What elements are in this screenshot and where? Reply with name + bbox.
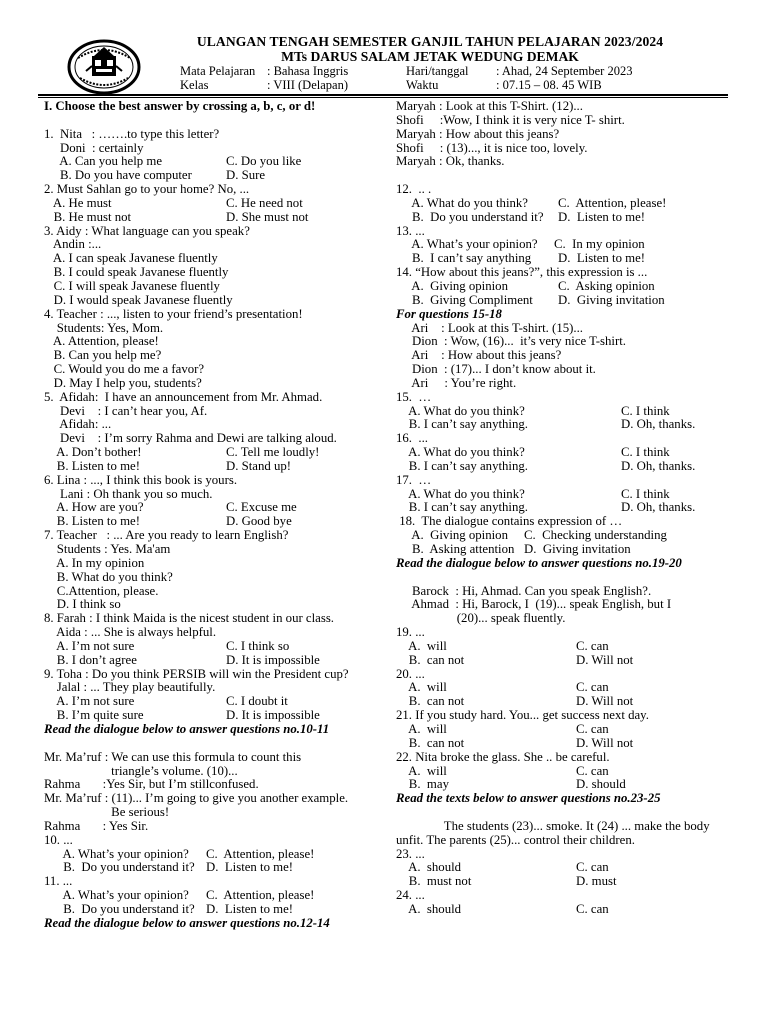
- text-line: Dion : Wow, (16)... it’s very nice T-shirt.: [396, 334, 627, 349]
- option-right: D. Oh, thanks.: [621, 458, 696, 473]
- answer-options-row: [396, 681, 736, 695]
- answer-options-row: [44, 889, 392, 903]
- answer-options-row: [396, 280, 736, 294]
- option-left: B. Do you understand it?: [44, 860, 195, 875]
- option-right: C. Checking understanding: [524, 528, 667, 543]
- text-line: C. I will speak Javanese fluently: [44, 278, 220, 293]
- text-line: 4. Teacher : ..., listen to your friend’s presentation!: [44, 306, 303, 321]
- text-line: Maryah : How about this jeans?: [396, 126, 560, 141]
- option-right: C. can: [576, 680, 609, 695]
- option-left: B. can not: [396, 652, 465, 667]
- text-line: (20)... speak fluently.: [396, 611, 566, 626]
- option-right: C. I think so: [226, 638, 290, 653]
- time-value: : 07.15 – 08. 45 WIB: [496, 78, 602, 92]
- text-line: B. What do you think?: [44, 569, 173, 584]
- answer-options-row: [396, 446, 736, 460]
- option-left: B. Listen to me!: [44, 458, 140, 473]
- text-line: Devi : I’m sorry Rahma and Dewi are talking aloud.: [44, 431, 337, 446]
- text-line: 8. Farah : I think Maida is the nicest student in our class.: [44, 611, 335, 626]
- option-left: A. What do you think?: [396, 486, 525, 501]
- option-left: B. He must not: [44, 209, 132, 224]
- option-left: B. I’m quite sure: [44, 708, 144, 723]
- text-line: Students : Yes. Ma'am: [44, 542, 171, 556]
- answer-options-row: [44, 460, 392, 474]
- text-line: D. May I help you, students?: [44, 375, 202, 390]
- option-right: D. It is impossible: [226, 708, 320, 723]
- answer-options-row: [44, 211, 392, 225]
- option-left: A. I’m not sure: [44, 694, 135, 709]
- text-line: Shofi :Wow, I think it is very nice T- shirt.: [396, 112, 625, 127]
- answer-options-row: [396, 488, 736, 502]
- answer-options-row: [44, 903, 392, 917]
- answer-options-row: [396, 875, 736, 889]
- answer-options-row: [44, 654, 392, 668]
- text-line: B. Can you help me?: [44, 348, 162, 363]
- text-line: 10. ...: [44, 832, 73, 847]
- text-line: 5. Afidah: I have an announcement from Mr. Ahmad.: [44, 389, 323, 404]
- answer-options-row: [44, 848, 392, 862]
- text-line: Maryah : Ok, thanks.: [396, 154, 505, 169]
- option-right: C. I think: [621, 403, 670, 418]
- school-name: MTs DARUS SALAM JETAK WEDUNG DEMAK: [281, 49, 579, 64]
- text-line: Mr. Ma’ruf : (11)... I’m going to give you another example.: [44, 791, 349, 806]
- subject-value: : Bahasa Inggris: [267, 64, 349, 78]
- text-line: Lani : Oh thank you so much.: [44, 486, 213, 501]
- option-right: D. Oh, thanks.: [621, 417, 696, 432]
- text-line: Be serious!: [44, 805, 170, 820]
- option-right: D. Listen to me!: [206, 901, 294, 916]
- answer-options-row: [396, 723, 736, 737]
- option-right: C. can: [576, 901, 609, 916]
- option-left: A. will: [396, 721, 447, 736]
- instruction-heading: Read the dialogue below to answer questions no.12-14: [44, 915, 330, 930]
- option-left: B. can not: [396, 735, 465, 750]
- text-line: D. I think so: [44, 597, 121, 612]
- option-right: D. It is impossible: [226, 652, 320, 667]
- option-right: D. Listen to me!: [558, 251, 646, 266]
- text-line: Devi : I can’t hear you, Af.: [44, 403, 208, 418]
- option-left: A. What do you think?: [396, 403, 525, 418]
- text-line: 3. Aidy : What language can you speak?: [44, 223, 250, 238]
- answer-options-row: [44, 155, 392, 169]
- instruction-heading: For questions 15-18: [396, 306, 502, 321]
- option-right: C. can: [576, 763, 609, 778]
- option-right: C. Asking opinion: [558, 278, 655, 293]
- option-right: C. I think: [621, 445, 670, 460]
- answer-options-row: [396, 654, 736, 668]
- option-right: D. should: [576, 777, 626, 792]
- date-label: Hari/tanggal: [406, 64, 469, 78]
- subject-label: Mata Pelajaran: [180, 64, 256, 78]
- option-right: D. Giving invitation: [558, 292, 665, 307]
- text-line: 13. ...: [396, 223, 425, 238]
- option-right: C. Excuse me: [226, 500, 297, 515]
- text-line: 24. ...: [396, 888, 425, 903]
- option-left: A. will: [396, 680, 447, 695]
- text-line: 9. Toha : Do you think PERSIB will win the President cup?: [44, 666, 349, 681]
- answer-options-row: [396, 903, 736, 917]
- option-left: B. I don’t agree: [44, 652, 137, 667]
- option-left: A. Don’t bother!: [44, 445, 142, 460]
- answer-options-row: [396, 765, 736, 779]
- date-value: : Ahad, 24 September 2023: [496, 64, 633, 78]
- text-line: 6. Lina : ..., I think this book is yours.: [44, 472, 238, 487]
- option-left: A. What do you think?: [396, 445, 525, 460]
- text-line: Shofi : (13)..., it is nice too, lovely.: [396, 140, 588, 155]
- text-line: Ari : Look at this T-shirt. (15)...: [396, 320, 583, 335]
- option-left: B. Listen to me!: [44, 514, 140, 529]
- answer-options-row: [44, 709, 392, 723]
- option-left: A. Giving opinion: [396, 278, 508, 293]
- option-left: A. What’s your opinion?: [44, 888, 189, 903]
- text-line: 18. The dialogue contains expression of …: [396, 514, 623, 529]
- answer-options-row: [396, 778, 736, 792]
- text-line: 17. …: [396, 472, 432, 487]
- text-line: 11. ...: [44, 874, 73, 889]
- text-line: 19. ...: [396, 625, 425, 640]
- option-right: C. Tell me loudly!: [226, 445, 320, 460]
- option-right: C. Attention, please!: [206, 846, 315, 861]
- answer-options-row: [44, 446, 392, 460]
- option-right: C. Attention, please!: [558, 195, 667, 210]
- text-line: Mr. Ma’ruf : We can use this formula to count this: [44, 749, 302, 764]
- option-right: D. Will not: [576, 694, 634, 709]
- text-line: 23. ...: [396, 846, 425, 861]
- text-line: 22. Nita broke the glass. She .. be careful.: [396, 749, 610, 764]
- option-left: B. may: [396, 777, 449, 792]
- section-heading: I. Choose the best answer by crossing a, b, c, or d!: [44, 99, 316, 113]
- option-right: D. Listen to me!: [558, 209, 646, 224]
- header-divider-thin: [38, 97, 728, 98]
- class-label: Kelas: [180, 78, 209, 92]
- option-left: B. Do you understand it?: [44, 901, 195, 916]
- left-column: [44, 100, 392, 931]
- blank-line: [44, 114, 392, 128]
- text-line: B. I could speak Javanese fluently: [44, 265, 229, 280]
- right-column: [396, 100, 736, 917]
- text-line: unfit. The parents (25)... control their children.: [396, 832, 635, 847]
- text-line: C.Attention, please.: [44, 583, 159, 598]
- text-line: A. I can speak Javanese fluently: [44, 251, 218, 266]
- option-left: A. Can you help me: [44, 154, 163, 169]
- option-right: C. Do you like: [226, 154, 302, 169]
- text-line: Jalal : ... They play beautifully.: [44, 680, 216, 695]
- text-line: Students: Yes, Mom.: [44, 320, 164, 335]
- text-line: 20. ...: [396, 666, 425, 681]
- option-right: D. must: [576, 874, 617, 889]
- text-line: Afidah: ...: [44, 417, 112, 432]
- time-label: Waktu: [406, 78, 439, 92]
- text-line: Rahma :Yes Sir, but I’m stillconfused.: [44, 777, 259, 792]
- answer-options-row: [396, 861, 736, 875]
- text-line: Dion : (17)... I don’t know about it.: [396, 362, 596, 377]
- option-right: C. I think: [621, 486, 670, 501]
- option-right: D. Listen to me!: [206, 860, 294, 875]
- text-line: 7. Teacher : ... Are you ready to learn English?: [44, 528, 289, 543]
- answer-options-row: [396, 211, 736, 225]
- answer-options-row: [396, 252, 736, 266]
- answer-options-row: [44, 197, 392, 211]
- option-right: D. She must not: [226, 209, 309, 224]
- answer-options-row: [44, 515, 392, 529]
- blank-line: [396, 806, 736, 820]
- text-line: Rahma : Yes Sir.: [44, 818, 149, 833]
- text-line: Andin :...: [44, 237, 102, 252]
- answer-options-row: [44, 861, 392, 875]
- option-right: D. Will not: [576, 652, 634, 667]
- option-right: C. can: [576, 860, 609, 875]
- text-line: C. Would you do me a favor?: [44, 362, 205, 377]
- option-left: A. will: [396, 638, 447, 653]
- answer-options-row: [396, 418, 736, 432]
- instruction-heading: Read the dialogue below to answer questions no.10-11: [44, 721, 330, 736]
- text-line: triangle’s volume. (10)...: [44, 763, 238, 778]
- answer-options-row: [396, 501, 736, 515]
- option-left: A. What’s your opinion?: [44, 846, 189, 861]
- option-right: C. can: [576, 721, 609, 736]
- text-line: The students (23)... smoke. It (24) ... make the body: [396, 818, 710, 833]
- option-left: B. must not: [396, 874, 472, 889]
- instruction-heading: Read the texts below to answer questions no.23-25: [396, 791, 661, 806]
- text-line: 12. .. .: [396, 182, 432, 197]
- option-right: D. Sure: [226, 168, 266, 183]
- option-left: A. What’s your opinion?: [396, 237, 538, 252]
- text-line: A. Attention, please!: [44, 334, 159, 349]
- blank-line: [396, 169, 736, 183]
- option-right: C. He need not: [226, 195, 303, 210]
- text-line: Aida : ... She is always helpful.: [44, 625, 217, 640]
- text-line: Maryah : Look at this T-Shirt. (12)...: [396, 99, 583, 113]
- blank-line: [44, 737, 392, 751]
- option-right: C. I doubt it: [226, 694, 288, 709]
- text-line: A. In my opinion: [44, 555, 145, 570]
- answer-options-row: [396, 405, 736, 419]
- option-left: B. I can’t say anything.: [396, 417, 528, 432]
- text-line: Ahmad : Hi, Barock, I (19)... speak English, but I: [396, 597, 672, 612]
- text-line: 21. If you study hard. You... get success next day.: [396, 708, 649, 723]
- option-right: C. can: [576, 638, 609, 653]
- answer-options-row: [44, 640, 392, 654]
- option-left: A. will: [396, 763, 447, 778]
- option-right: D. Giving invitation: [524, 542, 631, 556]
- option-left: A. How are you?: [44, 500, 144, 515]
- option-left: B. Do you understand it?: [396, 209, 544, 224]
- answer-options-row: [396, 294, 736, 308]
- text-line: 15. …: [396, 389, 432, 404]
- option-right: C. In my opinion: [554, 237, 645, 252]
- text-line: 2. Must Sahlan go to your home? No, ...: [44, 182, 250, 197]
- option-left: B. I can’t say anything.: [396, 500, 528, 515]
- option-right: D. Oh, thanks.: [621, 500, 696, 515]
- text-line: 1. Nita : …….to type this letter?: [44, 126, 220, 141]
- text-line: 14. “How about this jeans?”, this expression is ...: [396, 265, 648, 280]
- answer-options-row: [396, 460, 736, 474]
- option-right: D. Will not: [576, 735, 634, 750]
- answer-options-row: [44, 501, 392, 515]
- school-logo: [66, 38, 142, 96]
- answer-options-row: [396, 695, 736, 709]
- option-left: A. What do you think?: [396, 195, 528, 210]
- option-left: A. should: [396, 901, 462, 916]
- answer-options-row: [44, 695, 392, 709]
- answer-options-row: [396, 529, 736, 543]
- blank-line: [396, 571, 736, 585]
- option-left: A. Giving opinion: [396, 528, 508, 543]
- answer-options-row: [44, 169, 392, 183]
- answer-options-row: [396, 543, 736, 557]
- instruction-heading: Read the dialogue below to answer questions no.19-20: [396, 555, 682, 570]
- option-left: B. Do you have computer: [44, 168, 192, 183]
- answer-options-row: [396, 640, 736, 654]
- class-value: : VIII (Delapan): [267, 78, 348, 92]
- answer-options-row: [396, 737, 736, 751]
- option-right: D. Good bye: [226, 514, 292, 529]
- answer-options-row: [396, 238, 736, 252]
- option-right: D. Stand up!: [226, 458, 292, 473]
- text-line: 16. ...: [396, 431, 428, 446]
- header-divider-thick: [38, 94, 728, 96]
- option-left: B. Asking attention: [396, 542, 515, 556]
- text-line: Doni : certainly: [44, 140, 144, 155]
- option-left: A. He must: [44, 195, 112, 210]
- option-left: A. I’m not sure: [44, 638, 135, 653]
- text-line: Ari : You’re right.: [396, 375, 517, 390]
- option-left: B. can not: [396, 694, 465, 709]
- text-line: D. I would speak Javanese fluently: [44, 292, 233, 307]
- option-left: B. I can’t say anything.: [396, 458, 528, 473]
- answer-options-row: [396, 197, 736, 211]
- option-right: C. Attention, please!: [206, 888, 315, 903]
- option-left: B. Giving Compliment: [396, 292, 533, 307]
- option-left: B. I can’t say anything: [396, 251, 532, 266]
- exam-title: ULANGAN TENGAH SEMESTER GANJIL TAHUN PELAJARAN 2023/2024: [196, 34, 664, 49]
- option-left: A. should: [396, 860, 462, 875]
- text-line: Barock : Hi, Ahmad. Can you speak English?.: [396, 583, 652, 598]
- text-line: Ari : How about this jeans?: [396, 348, 562, 363]
